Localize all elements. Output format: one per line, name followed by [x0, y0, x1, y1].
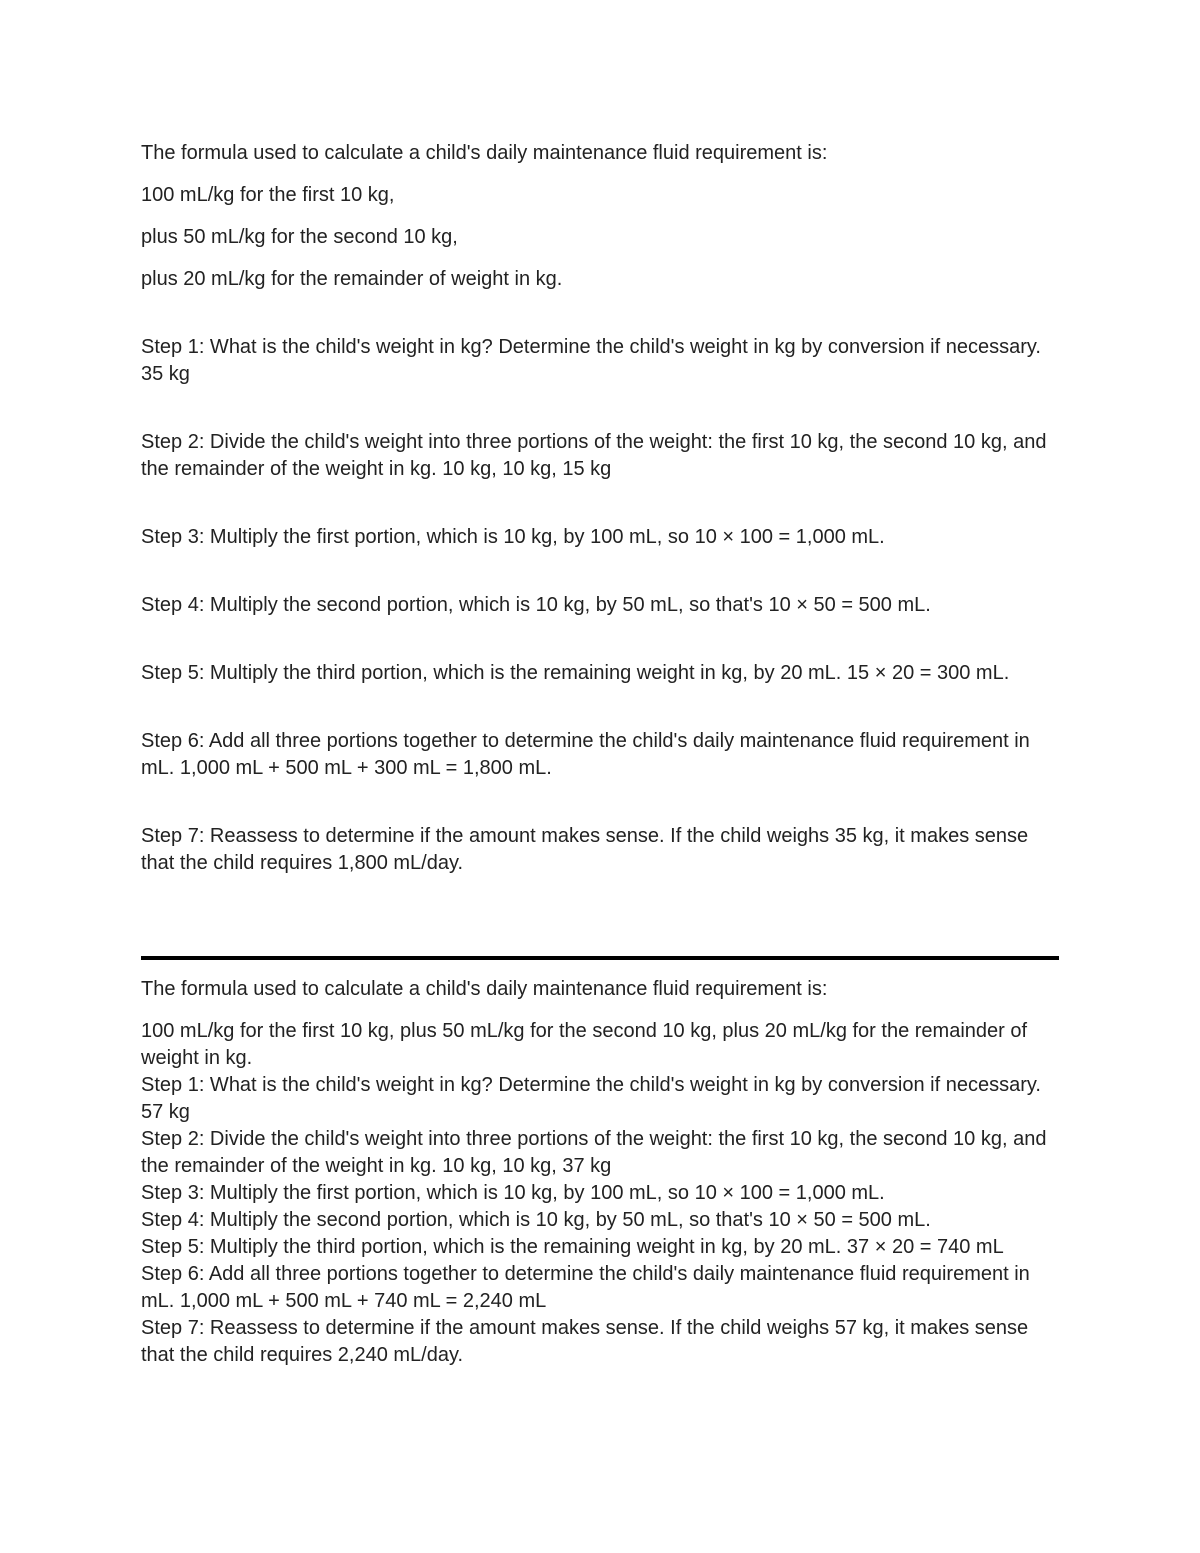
section-two-step-7: Step 7: Reassess to determine if the amount makes sense. If the child weighs 57 kg, it makes sense that the child requires 2,240 mL/day. [141, 1317, 1029, 1366]
section-one [141, 140, 1061, 877]
section-one-step-2: Step 2: Divide the child's weight into three portions of the weight: the first 10 kg, the second 10 kg, and the remainder of the weight in kg. 10 kg, 10 kg, 15 kg [141, 431, 1047, 480]
section-one-step-6: Step 6: Add all three portions together to determine the child's daily maintenance fluid requirement in mL. 1,000 mL + 500 mL + 300 mL = 1,800 mL. [141, 730, 1030, 779]
section-divider [141, 956, 1059, 960]
section-one-rule-second: plus 50 mL/kg for the second 10 kg, [141, 226, 458, 248]
section-one-intro: The formula used to calculate a child's daily maintenance fluid requirement is: [141, 142, 828, 164]
section-two-step-2: Step 2: Divide the child's weight into three portions of the weight: the first 10 kg, the second 10 kg, and the remainder of the weight in kg. 10 kg, 10 kg, 37 kg [141, 1128, 1047, 1177]
section-one-step-1: Step 1: What is the child's weight in kg? Determine the child's weight in kg by conversion if necessary. 35 kg [141, 336, 1041, 385]
section-one-rule-remainder: plus 20 mL/kg for the remainder of weight in kg. [141, 268, 563, 290]
section-two-step-4: Step 4: Multiply the second portion, which is 10 kg, by 50 mL, so that's 10 × 50 = 500 mL. [141, 1209, 931, 1231]
section-two-step-6: Step 6: Add all three portions together to determine the child's daily maintenance fluid requirement in mL. 1,000 mL + 500 mL + 740 mL = 2,240 mL [141, 1263, 1030, 1312]
section-one-step-4: Step 4: Multiply the second portion, which is 10 kg, by 50 mL, so that's 10 × 50 = 500 mL. [141, 594, 931, 616]
section-one-step-7: Step 7: Reassess to determine if the amount makes sense. If the child weighs 35 kg, it makes sense that the child requires 1,800 mL/day. [141, 825, 1029, 874]
section-one-step-3: Step 3: Multiply the first portion, which is 10 kg, by 100 mL, so 10 × 100 = 1,000 mL. [141, 526, 885, 548]
section-two-step-1: Step 1: What is the child's weight in kg? Determine the child's weight in kg by conversion if necessary. 57 kg [141, 1074, 1041, 1123]
section-two-step-3: Step 3: Multiply the first portion, which is 10 kg, by 100 mL, so 10 × 100 = 1,000 mL. [141, 1182, 885, 1204]
section-one-step-5: Step 5: Multiply the third portion, which is the remaining weight in kg, by 20 mL. 15 × 20 = 300 mL. [141, 662, 1010, 684]
section-two-intro: The formula used to calculate a child's daily maintenance fluid requirement is: [141, 978, 828, 1000]
section-two-step-5: Step 5: Multiply the third portion, which is the remaining weight in kg, by 20 mL. 37 × 20 = 740 mL [141, 1236, 1004, 1258]
section-two [141, 976, 1061, 1369]
section-one-rule-first: 100 mL/kg for the first 10 kg, [141, 184, 395, 206]
section-two-rules: 100 mL/kg for the first 10 kg, plus 50 mL/kg for the second 10 kg, plus 20 mL/kg for the remainder of weight in kg. [141, 1020, 1028, 1069]
